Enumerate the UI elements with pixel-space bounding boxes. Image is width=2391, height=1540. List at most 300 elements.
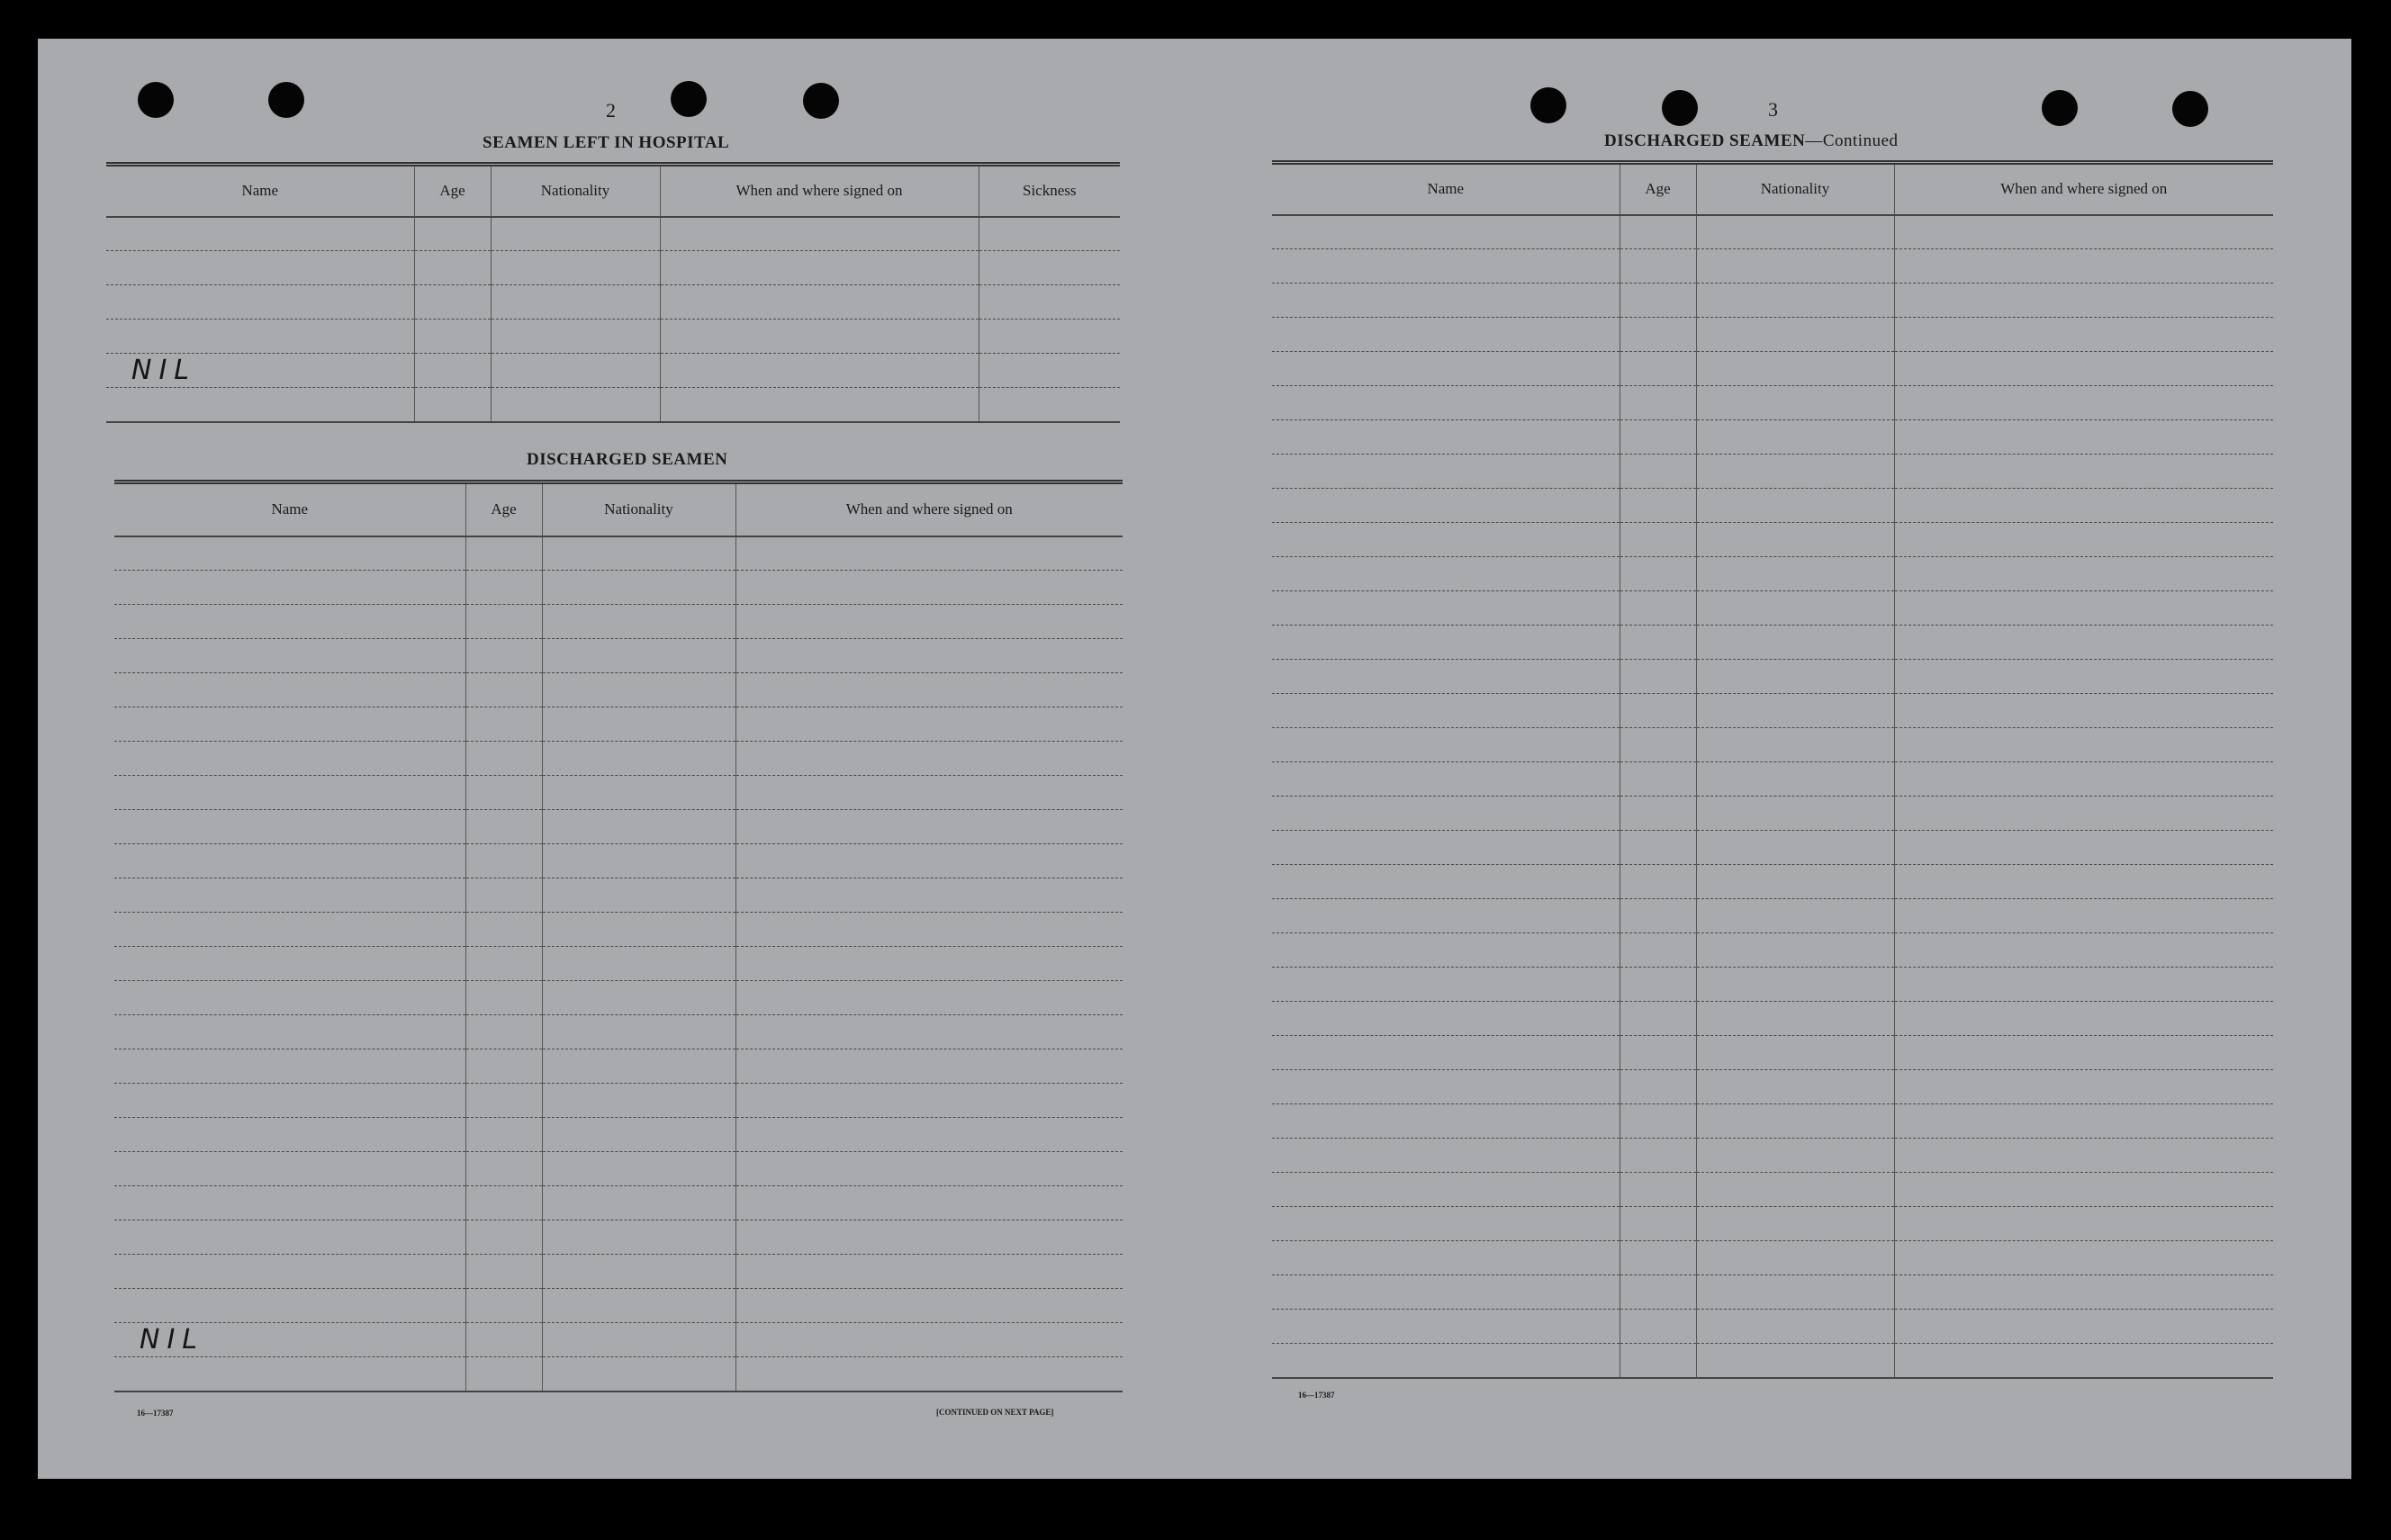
table-cell [1894, 284, 2273, 318]
table-row [114, 605, 1123, 639]
table-cell [1696, 557, 1894, 591]
table-cell [1696, 865, 1894, 899]
table-cell [660, 354, 979, 388]
table-cell [114, 1049, 465, 1084]
table-cell [1272, 1275, 1620, 1310]
table-row [1272, 249, 2273, 284]
table-cell [1696, 352, 1894, 386]
table-row [1272, 1002, 2273, 1036]
table-cell [106, 388, 414, 422]
table-cell [1696, 1241, 1894, 1275]
table-cell [1696, 1344, 1894, 1378]
table-row [1272, 1070, 2273, 1104]
table-cell [1696, 1070, 1894, 1104]
table-cell [1696, 660, 1894, 694]
table-cell [465, 1015, 542, 1049]
table-cell [735, 913, 1123, 947]
table-row [114, 1323, 1123, 1357]
table-cell [114, 742, 465, 776]
table-cell [1894, 420, 2273, 455]
continued-note: [CONTINUED ON NEXT PAGE] [936, 1408, 1054, 1417]
table-row [1272, 1275, 2273, 1310]
table-cell [1620, 420, 1696, 455]
table-cell [465, 571, 542, 605]
table-row [106, 217, 1120, 251]
table-cell [1894, 557, 2273, 591]
table-cell [1894, 1207, 2273, 1241]
table-cell [542, 1323, 735, 1357]
handwritten-entry: NIL [140, 1324, 205, 1355]
table-row [1272, 215, 2273, 249]
table-cell [1620, 386, 1696, 420]
table-cell [542, 947, 735, 981]
table-cell [114, 605, 465, 639]
table-cell [1894, 899, 2273, 933]
table-cell [542, 1289, 735, 1323]
table-row [114, 878, 1123, 913]
table-cell [1272, 968, 1620, 1002]
punch-hole [2042, 90, 2078, 126]
table-cell [114, 1015, 465, 1049]
table-cell [542, 913, 735, 947]
table-cell [1620, 1139, 1696, 1173]
table-cell [465, 639, 542, 673]
table-row [1272, 728, 2273, 762]
table-cell [735, 742, 1123, 776]
table-cell [1696, 318, 1894, 352]
table-row [114, 776, 1123, 810]
table-cell [1620, 1344, 1696, 1378]
table-cell [735, 1084, 1123, 1118]
table-row [106, 251, 1120, 285]
table-cell [1272, 694, 1620, 728]
table-cell [114, 1118, 465, 1152]
table-cell [1272, 933, 1620, 968]
table-cell [1620, 1104, 1696, 1139]
table-cell [660, 320, 979, 354]
table-cell [1894, 1036, 2273, 1070]
table-cell [1272, 318, 1620, 352]
table-cell [735, 776, 1123, 810]
table-cell [1620, 660, 1696, 694]
table-cell [1620, 489, 1696, 523]
table-row [114, 1186, 1123, 1220]
table-cell [465, 776, 542, 810]
table-cell [542, 844, 735, 878]
table-cell [542, 639, 735, 673]
table-cell [106, 251, 414, 285]
table-cell [1620, 1173, 1696, 1207]
table-cell [1894, 762, 2273, 797]
table-cell [1620, 1310, 1696, 1344]
table-cell [542, 536, 735, 571]
table-cell [1696, 831, 1894, 865]
table-row [1272, 455, 2273, 489]
table-cell [1620, 1036, 1696, 1070]
table-cell [1272, 455, 1620, 489]
table-row [1272, 557, 2273, 591]
table-cell [465, 1323, 542, 1357]
table-cell [735, 536, 1123, 571]
table-cell [465, 913, 542, 947]
table-row [114, 913, 1123, 947]
table-cell [1272, 865, 1620, 899]
table-cell [1894, 455, 2273, 489]
table-row [1272, 762, 2273, 797]
table-cell [735, 1323, 1123, 1357]
table-cell [491, 217, 660, 251]
column-header-when-and-where-signed-on: When and where signed on [1894, 163, 2273, 215]
table-row [1272, 1104, 2273, 1139]
column-header-when-and-where-signed-on: When and where signed on [660, 165, 979, 217]
table-cell [735, 810, 1123, 844]
table-cell [542, 742, 735, 776]
table-row [114, 536, 1123, 571]
table-cell [1894, 694, 2273, 728]
table-row [114, 1255, 1123, 1289]
table-cell [1894, 1173, 2273, 1207]
table-cell [1894, 865, 2273, 899]
column-header-age: Age [1620, 163, 1696, 215]
table-cell [735, 981, 1123, 1015]
table-cell [106, 217, 414, 251]
table-cell [1894, 933, 2273, 968]
table-row [1272, 831, 2273, 865]
table-cell [1272, 489, 1620, 523]
page-number-right: 3 [1768, 98, 1778, 121]
table-cell [1272, 728, 1620, 762]
table-cell [735, 844, 1123, 878]
table-cell [414, 285, 491, 320]
table-cell [542, 571, 735, 605]
table-cell [660, 388, 979, 422]
table-cell [542, 1186, 735, 1220]
table-cell [1894, 626, 2273, 660]
table-cell [1272, 762, 1620, 797]
table-row [114, 981, 1123, 1015]
table-cell [465, 1220, 542, 1255]
table-cell [1620, 318, 1696, 352]
table-cell [1620, 899, 1696, 933]
discharged-table-left [114, 480, 1123, 1392]
table-cell [414, 388, 491, 422]
table-cell [1620, 1070, 1696, 1104]
table-cell [114, 1255, 465, 1289]
punch-hole [2172, 91, 2208, 127]
table-cell [1620, 557, 1696, 591]
table-cell [114, 1289, 465, 1323]
table-cell [1272, 1241, 1620, 1275]
table-cell [1272, 1036, 1620, 1070]
table-cell [735, 1357, 1123, 1391]
discharged-table-right [1272, 160, 2273, 1379]
table-cell [465, 844, 542, 878]
table-cell [465, 1049, 542, 1084]
table-cell [1620, 1002, 1696, 1036]
table-row [1272, 1310, 2273, 1344]
table-cell [1620, 865, 1696, 899]
column-header-nationality: Nationality [1696, 163, 1894, 215]
table-cell [1620, 1275, 1696, 1310]
table-row [1272, 1173, 2273, 1207]
table-row [114, 810, 1123, 844]
table-cell [1620, 728, 1696, 762]
table-cell [1272, 1070, 1620, 1104]
table-cell [114, 536, 465, 571]
table-cell [1272, 1207, 1620, 1241]
table-cell [1894, 523, 2273, 557]
table-cell [1620, 762, 1696, 797]
table-cell [1696, 1104, 1894, 1139]
table-cell [465, 1186, 542, 1220]
table-cell [542, 1118, 735, 1152]
table-cell [1696, 420, 1894, 455]
table-row [114, 947, 1123, 981]
column-header-nationality: Nationality [491, 165, 660, 217]
table-cell [1620, 523, 1696, 557]
table-cell [1620, 1241, 1696, 1275]
table-cell [114, 947, 465, 981]
table-cell [114, 707, 465, 742]
table-cell [114, 776, 465, 810]
table-cell [735, 1289, 1123, 1323]
table-cell [542, 1357, 735, 1391]
table-cell [114, 571, 465, 605]
table-cell [1696, 1207, 1894, 1241]
table-row [1272, 489, 2273, 523]
table-cell [542, 1084, 735, 1118]
table-cell [465, 1255, 542, 1289]
table-cell [465, 1357, 542, 1391]
table-cell [542, 707, 735, 742]
table-cell [465, 742, 542, 776]
table-cell [1620, 249, 1696, 284]
page-number-left: 2 [606, 99, 616, 122]
table-cell [1620, 968, 1696, 1002]
table-row [114, 844, 1123, 878]
table-cell [465, 673, 542, 707]
table-cell [1620, 831, 1696, 865]
table-cell [414, 320, 491, 354]
table-cell [1696, 455, 1894, 489]
table-cell [491, 320, 660, 354]
discharged-continued-title [1604, 131, 1899, 151]
table-cell [465, 1084, 542, 1118]
table-cell [1620, 215, 1696, 249]
table-cell [465, 1118, 542, 1152]
table-row [1272, 865, 2273, 899]
table-cell [735, 1049, 1123, 1084]
table-cell [465, 536, 542, 571]
table-cell [1696, 1002, 1894, 1036]
table-cell [1894, 386, 2273, 420]
table-cell [1620, 284, 1696, 318]
table-cell [1894, 1344, 2273, 1378]
table-cell [735, 1220, 1123, 1255]
discharged-continued-title-main: DISCHARGED SEAMEN [1604, 131, 1806, 150]
table-row [114, 1084, 1123, 1118]
table-cell [542, 776, 735, 810]
table-row [1272, 694, 2273, 728]
table-cell [542, 1255, 735, 1289]
table-cell [1272, 386, 1620, 420]
table-cell [1696, 968, 1894, 1002]
table-cell [1894, 797, 2273, 831]
table-row [1272, 626, 2273, 660]
table-cell [1894, 318, 2273, 352]
table-cell [979, 217, 1120, 251]
column-header-sickness: Sickness [979, 165, 1120, 217]
table-row [114, 1357, 1123, 1391]
table-cell [1272, 352, 1620, 386]
table-row [1272, 420, 2273, 455]
table-cell [735, 571, 1123, 605]
table-cell [1272, 249, 1620, 284]
table-row [1272, 899, 2273, 933]
table-cell [114, 878, 465, 913]
table-cell [1894, 968, 2273, 1002]
punch-hole [1662, 90, 1698, 126]
table-cell [735, 605, 1123, 639]
table-row [1272, 284, 2273, 318]
table-cell [1894, 1104, 2273, 1139]
table-cell [414, 217, 491, 251]
table-cell [1272, 831, 1620, 865]
table-row [1272, 1207, 2273, 1241]
table-cell [542, 605, 735, 639]
table-cell [1894, 1241, 2273, 1275]
table-cell [1272, 284, 1620, 318]
table-cell [1272, 1344, 1620, 1378]
table-cell [465, 1289, 542, 1323]
table-cell [660, 285, 979, 320]
table-row [106, 388, 1120, 422]
table-row [1272, 1139, 2273, 1173]
column-header-name: Name [1272, 163, 1620, 215]
table-row [114, 1118, 1123, 1152]
table-cell [1696, 694, 1894, 728]
table-cell [1272, 1139, 1620, 1173]
table-cell [465, 947, 542, 981]
table-cell [1696, 215, 1894, 249]
table-row [1272, 1344, 2273, 1378]
table-cell [979, 251, 1120, 285]
table-cell [114, 673, 465, 707]
hospital-section-title: SEAMEN LEFT IN HOSPITAL [483, 133, 730, 152]
table-cell [542, 673, 735, 707]
table-cell [1696, 1036, 1894, 1070]
table-cell [106, 354, 414, 388]
table-row [114, 571, 1123, 605]
table-cell [1272, 660, 1620, 694]
table-row [1272, 1241, 2273, 1275]
table-row [106, 285, 1120, 320]
table-cell [1696, 933, 1894, 968]
table-cell [1272, 1002, 1620, 1036]
table-cell [114, 913, 465, 947]
table-cell [1696, 284, 1894, 318]
table-cell [1696, 1275, 1894, 1310]
table-cell [491, 388, 660, 422]
table-cell [465, 707, 542, 742]
table-cell [1894, 1139, 2273, 1173]
table-row [1272, 933, 2273, 968]
table-cell [114, 1220, 465, 1255]
table-cell [1272, 591, 1620, 626]
form-number-right: 16—17387 [1298, 1391, 1335, 1400]
table-cell [1272, 1104, 1620, 1139]
table-cell [114, 1357, 465, 1391]
table-cell [1696, 1173, 1894, 1207]
table-cell [1894, 1275, 2273, 1310]
column-header-age: Age [414, 165, 491, 217]
table-cell [542, 1152, 735, 1186]
table-row [1272, 1036, 2273, 1070]
table-cell [465, 810, 542, 844]
table-cell [542, 878, 735, 913]
table-cell [1894, 1070, 2273, 1104]
table-cell [491, 285, 660, 320]
table-cell [1696, 249, 1894, 284]
table-cell [1696, 728, 1894, 762]
table-cell [114, 1186, 465, 1220]
handwritten-entry: NIL [131, 355, 197, 386]
table-cell [491, 251, 660, 285]
table-row [1272, 660, 2273, 694]
table-row [106, 354, 1120, 388]
table-cell [1894, 831, 2273, 865]
table-row [114, 707, 1123, 742]
table-cell [114, 981, 465, 1015]
table-row [106, 320, 1120, 354]
table-cell [1272, 1310, 1620, 1344]
punch-hole [671, 81, 707, 117]
table-cell [465, 981, 542, 1015]
table-cell [1696, 899, 1894, 933]
table-cell [1620, 694, 1696, 728]
table-cell [542, 810, 735, 844]
table-cell [1894, 489, 2273, 523]
table-cell [1894, 249, 2273, 284]
table-cell [979, 354, 1120, 388]
table-cell [1696, 1139, 1894, 1173]
punch-hole [1530, 87, 1566, 123]
table-cell [1894, 591, 2273, 626]
table-row [114, 742, 1123, 776]
table-row [1272, 797, 2273, 831]
column-header-when-and-where-signed-on: When and where signed on [735, 482, 1123, 536]
table-cell [542, 1049, 735, 1084]
table-cell [735, 1255, 1123, 1289]
table-cell [660, 251, 979, 285]
table-cell [979, 320, 1120, 354]
table-cell [1620, 626, 1696, 660]
table-cell [1696, 1310, 1894, 1344]
table-cell [1272, 420, 1620, 455]
table-cell [735, 878, 1123, 913]
table-cell [114, 810, 465, 844]
table-cell [979, 388, 1120, 422]
table-cell [1696, 591, 1894, 626]
table-cell [114, 639, 465, 673]
table-row [1272, 523, 2273, 557]
table-row [1272, 352, 2273, 386]
table-cell [1272, 523, 1620, 557]
table-cell [1894, 1002, 2273, 1036]
table-cell [1894, 660, 2273, 694]
table-row [1272, 968, 2273, 1002]
table-cell [465, 605, 542, 639]
